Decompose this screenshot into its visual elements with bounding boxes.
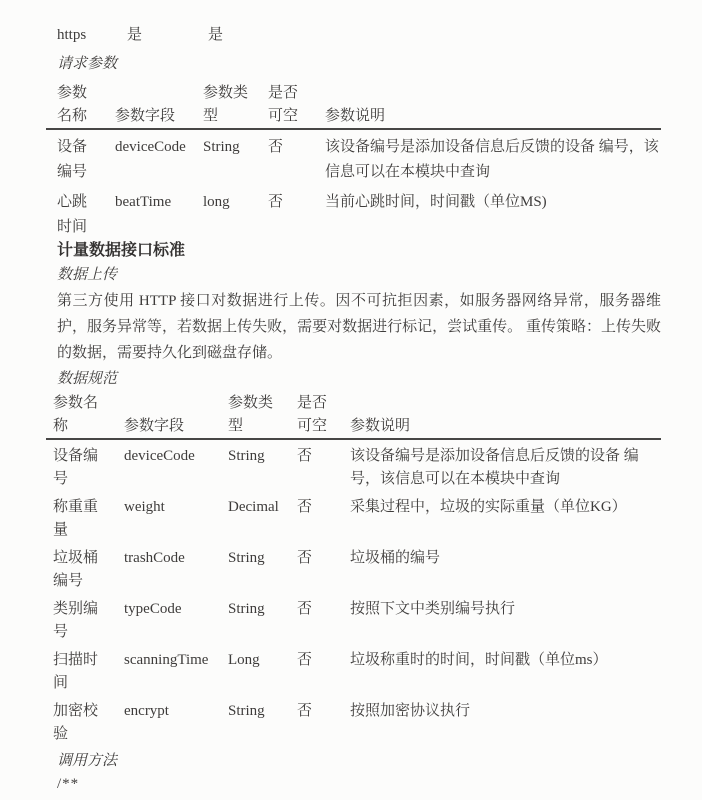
param-field-cell: typeCode (124, 601, 182, 617)
data-spec-heading: 数据规范 (57, 371, 118, 387)
param-field-cell: trashCode (124, 550, 185, 566)
nullable-header: 是否可空 (297, 395, 328, 434)
protocol-default-value: 是 (208, 27, 224, 43)
nullable-cell: 否 (297, 448, 313, 464)
description-header: 参数说明 (325, 108, 386, 124)
param-name-cell: 扫描时间 (53, 652, 99, 691)
param-field-header: 参数字段 (124, 418, 185, 434)
section-title: 计量数据接口标准 (57, 242, 186, 259)
code-comment-opener: /** (57, 776, 80, 792)
param-type-header: 参数类型 (228, 395, 274, 434)
nullable-cell: 否 (297, 652, 313, 668)
table-row (46, 185, 661, 240)
param-field-cell: weight (124, 499, 165, 515)
table-row (46, 542, 661, 593)
param-type-cell: String (228, 703, 265, 719)
param-name-cell: 设备编号 (53, 448, 99, 487)
protocol-supported-value: 是 (127, 27, 143, 43)
data-spec-table (46, 392, 661, 746)
param-field-cell: beatTime (115, 194, 172, 210)
description-cell: 按照下文中类别编号执行 (350, 601, 516, 617)
param-type-cell: String (228, 448, 265, 464)
param-field-cell: deviceCode (115, 139, 186, 155)
param-name-header: 参数名称 (57, 85, 88, 124)
request-params-heading: 请求参数 (57, 56, 118, 72)
description-cell: 该设备编号是添加设备信息后反馈的设备 编号，该信息可以在本模块中查询 (350, 448, 639, 487)
table-row (46, 695, 661, 746)
param-name-cell: 类别编号 (53, 601, 99, 640)
table-header-row (46, 82, 661, 130)
param-type-cell: String (228, 601, 265, 617)
nullable-header: 是否可空 (268, 85, 299, 124)
table-header-row (46, 392, 661, 440)
table-row (46, 491, 661, 542)
table-row (46, 644, 661, 695)
param-name-cell: 垃圾桶编号 (53, 550, 99, 589)
nullable-cell: 否 (297, 550, 313, 566)
description-header: 参数说明 (350, 418, 411, 434)
param-field-cell: deviceCode (124, 448, 195, 464)
description-cell: 按照加密协议执行 (350, 703, 471, 719)
description-cell: 垃圾称重时的时间，时间戳（单位ms） (350, 652, 608, 668)
param-type-cell: long (203, 194, 230, 210)
nullable-cell: 否 (268, 139, 284, 155)
description-cell: 采集过程中，垃圾的实际重量（单位KG） (350, 499, 627, 515)
param-name-cell: 加密校验 (53, 703, 99, 742)
nullable-cell: 否 (297, 499, 313, 515)
param-type-header: 参数类型 (203, 85, 249, 124)
param-field-cell: scanningTime (124, 652, 209, 668)
nullable-cell: 否 (268, 194, 284, 210)
param-field-cell: encrypt (124, 703, 169, 719)
param-type-cell: Decimal (228, 499, 279, 515)
invoke-method-heading: 调用方法 (57, 753, 118, 769)
nullable-cell: 否 (297, 703, 313, 719)
nullable-cell: 否 (297, 601, 313, 617)
request-params-table (46, 82, 661, 240)
table-row (46, 440, 661, 491)
param-name-cell: 设备编号 (57, 139, 88, 180)
param-type-cell: String (228, 550, 265, 566)
param-name-cell: 心跳时间 (57, 194, 88, 235)
table-row (46, 593, 661, 644)
protocol-row (57, 25, 661, 45)
protocol-name: https (57, 27, 87, 43)
table-row (46, 130, 661, 185)
param-name-header: 参数名称 (53, 395, 99, 434)
param-field-header: 参数字段 (115, 108, 176, 124)
upload-paragraph: 第三方使用 HTTP 接口对数据进行上传。因不可抗拒因素，如服务器网络异常，服务器维护，服务异常等，若数据上传失败，需要对数据进行标记，尝试重传。 重传策略：上传失败的数据，需要持久化到磁盘存储。 (57, 293, 661, 361)
param-type-cell: Long (228, 652, 260, 668)
data-upload-heading: 数据上传 (57, 267, 118, 283)
description-cell: 当前心跳时间，时间戳（单位MS) (325, 194, 547, 210)
description-cell: 垃圾桶的编号 (350, 550, 441, 566)
param-name-cell: 称重重量 (53, 499, 99, 538)
description-cell: 该设备编号是添加设备信息后反馈的设备 编号，该信息可以在本模块中查询 (325, 139, 659, 180)
param-type-cell: String (203, 139, 240, 155)
